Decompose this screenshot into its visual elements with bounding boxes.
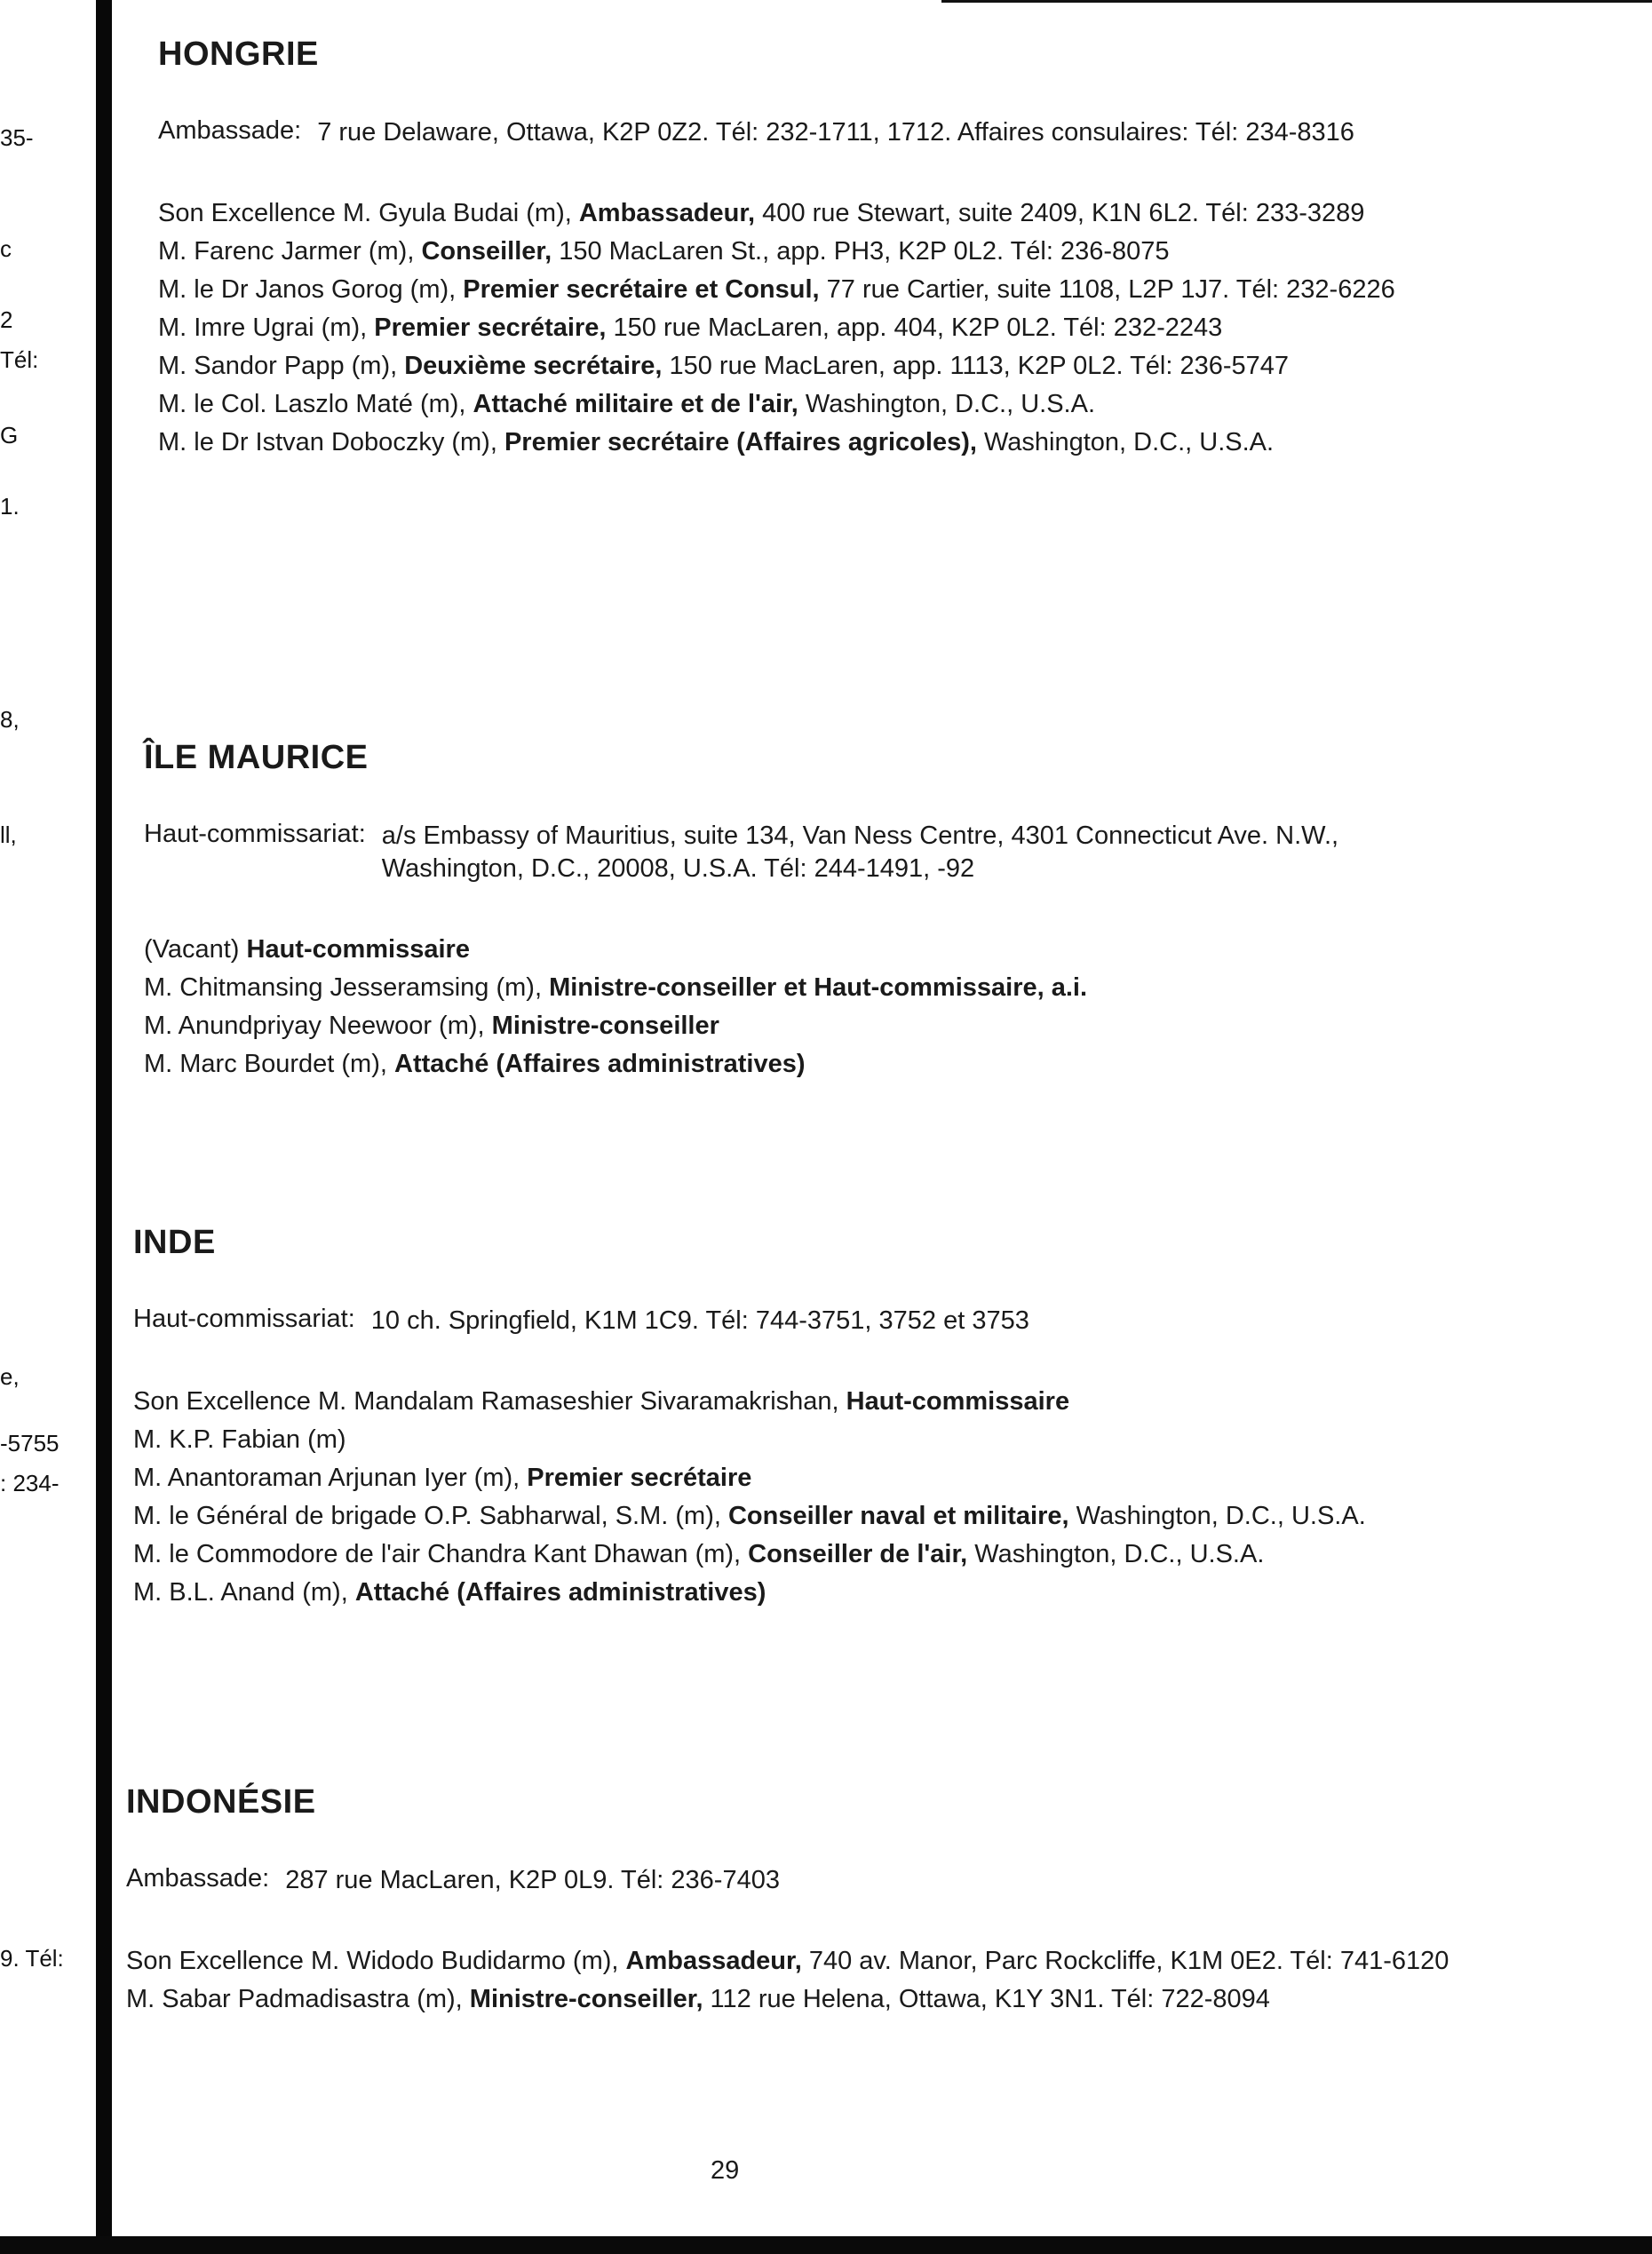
section-address [133, 1305, 1465, 1337]
address-value: 10 ch. Springfield, K1M 1C9. Tél: 744-3751, 3752 et 3753 [370, 1306, 1029, 1335]
page-number: 29 [711, 2156, 740, 2185]
list-item: Son Excellence M. Mandalam Ramaseshier Sivaramakrishan, Haut-commissaire [133, 1387, 1070, 1416]
list-item: M. Imre Ugrai (m), Premier secrétaire, 150 rue MacLaren, app. 404, K2P 0L2. Tél: 232-2243 [158, 313, 1223, 342]
list-item: M. le Commodore de l'air Chandra Kant Dhawan (m), Conseiller de l'air, Washington, D.C., U.S.A. [133, 1540, 1265, 1568]
entry-list [133, 1387, 1465, 1607]
list-item: Son Excellence M. Widodo Budidarmo (m), Ambassadeur, 740 av. Manor, Parc Rockcliffe, K1M 0E2. Tél: 741-6120 [126, 1947, 1449, 1975]
margin-fragment: : 234- [0, 1470, 60, 1496]
scan-top-rule [941, 0, 1652, 3]
address-label: Haut-commissariat: [133, 1305, 355, 1333]
margin-fragment: 2 [0, 306, 13, 333]
list-item: M. B.L. Anand (m), Attaché (Affaires administratives) [133, 1578, 766, 1607]
list-item: M. Chitmansing Jesseramsing (m), Ministre-conseiller et Haut-commissaire, a.i. [144, 973, 1088, 1002]
address-label: Ambassade: [158, 116, 302, 145]
margin-fragment: 1. [0, 493, 20, 520]
list-item: M. Sabar Padmadisastra (m), Ministre-conseiller, 112 rue Helena, Ottawa, K1Y 3N1. Tél: 722-8094 [126, 1985, 1270, 2013]
entry-list [158, 199, 1490, 457]
address-value: 287 rue MacLaren, K2P 0L9. Tél: 236-7403 [285, 1866, 780, 1894]
margin-fragment: Tél: [0, 346, 39, 373]
address-value: 7 rue Delaware, Ottawa, K2P 0Z2. Tél: 232-1711, 1712. Affaires consulaires: Tél: 234-8316 [317, 118, 1354, 147]
margin-fragment: 35- [0, 124, 34, 151]
list-item: M. Anundpriyay Neewoor (m), Ministre-conseiller [144, 1012, 719, 1040]
list-item: M. Marc Bourdet (m), Attaché (Affaires administratives) [144, 1050, 806, 1078]
list-item: M. le Dr Janos Gorog (m), Premier secrétaire et Consul, 77 rue Cartier, suite 1108, L2P 1J7. Tél: 232-6226 [158, 275, 1395, 304]
section-heading: ÎLE MAURICE [144, 739, 369, 776]
section-heading: INDE [133, 1224, 216, 1261]
section-heading: HONGRIE [158, 36, 319, 73]
list-item: M. Anantoraman Arjunan Iyer (m), Premier secrétaire [133, 1464, 752, 1492]
scan-binding-edge [96, 0, 112, 2254]
margin-fragment: e, [0, 1363, 20, 1390]
list-item: M. le Dr Istvan Doboczky (m), Premier secrétaire (Affaires agricoles), Washington, D.C., U.S.A. [158, 428, 1275, 456]
section-address [158, 116, 1490, 149]
section-indonesie [126, 1783, 1458, 2023]
section-address [144, 820, 1476, 885]
section-address [126, 1864, 1458, 1897]
margin-fragment: 9. Tél: [0, 1945, 64, 1972]
list-item: M. le Général de brigade O.P. Sabharwal, S.M. (m), Conseiller naval et militaire, Washington, D.C., U.S.A. [133, 1502, 1366, 1530]
list-item: M. le Col. Laszlo Maté (m), Attaché militaire et de l'air, Washington, D.C., U.S.A. [158, 390, 1095, 418]
list-item: M. Farenc Jarmer (m), Conseiller, 150 MacLaren St., app. PH3, K2P 0L2. Tél: 236-8075 [158, 237, 1170, 266]
margin-fragment: c [0, 235, 12, 262]
list-item: (Vacant) Haut-commissaire [144, 935, 470, 964]
scan-bottom-edge [0, 2236, 1652, 2254]
section-ile-maurice [144, 739, 1476, 1088]
address-label: Haut-commissariat: [144, 820, 366, 848]
section-heading: INDONÉSIE [126, 1783, 316, 1821]
list-item: Son Excellence M. Gyula Budai (m), Ambassadeur, 400 rue Stewart, suite 2409, K1N 6L2. Tél: 233-3289 [158, 199, 1365, 227]
margin-fragment: 8, [0, 706, 20, 733]
entry-list [144, 935, 1476, 1079]
list-item: M. K.P. Fabian (m) [133, 1425, 346, 1454]
margin-fragment: -5755 [0, 1430, 60, 1456]
margin-fragment: ll, [0, 821, 17, 848]
section-hongrie [158, 36, 1490, 466]
address-value: a/s Embassy of Mauritius, suite 134, Van Ness Centre, 4301 Connecticut Ave. N.W., Washington, D.C., 20008, U.S.A. Tél: 244-1491, -92 [381, 821, 1339, 883]
margin-fragment: G [0, 422, 19, 448]
section-inde [133, 1224, 1465, 1616]
entry-list [126, 1947, 1458, 2014]
address-label: Ambassade: [126, 1864, 270, 1893]
list-item: M. Sandor Papp (m), Deuxième secrétaire, 150 rue MacLaren, app. 1113, K2P 0L2. Tél: 236-5747 [158, 352, 1290, 380]
